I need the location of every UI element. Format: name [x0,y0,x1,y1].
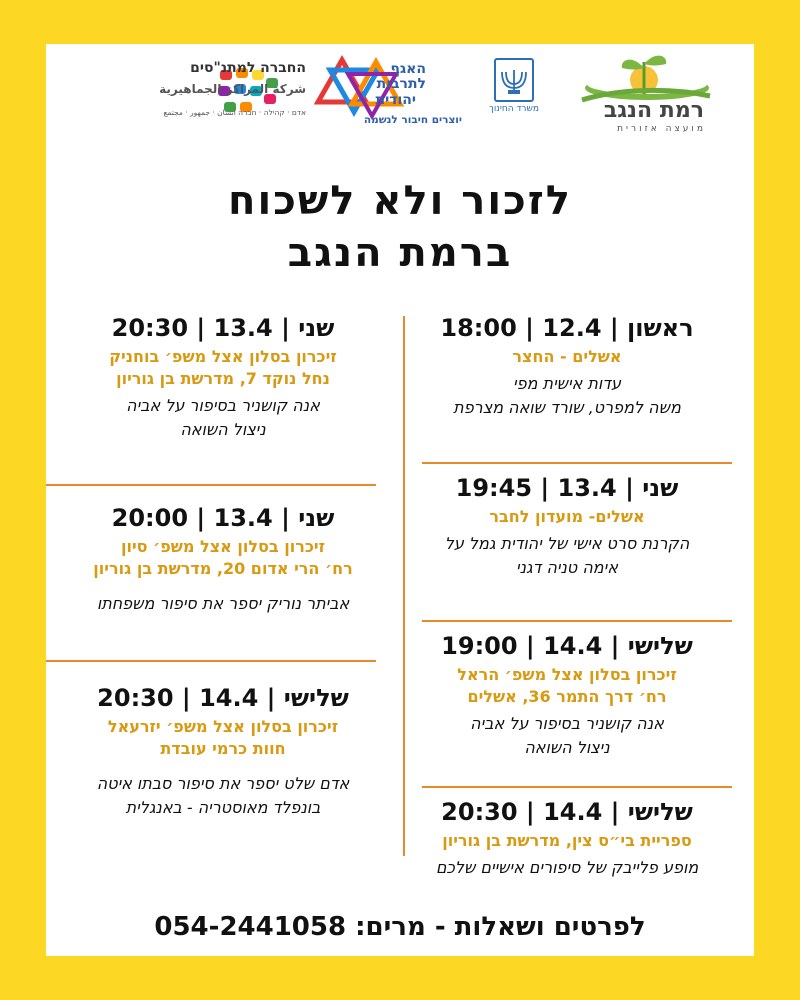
event-place-line: רח׳ דרך התמר 36, אשלים [467,687,667,706]
event-desc-line: אימה טניה דגני [516,558,618,577]
event-place-line: נחל נוקד 7, מדרשת בן גוריון [116,369,330,388]
menorah-emblem-icon [494,58,534,102]
event-datetime: שני | 13.4 | 19:45 [455,474,679,502]
event-card [46,684,400,820]
event-description [46,772,400,820]
event-datetime: שני | 13.4 | 20:30 [111,314,335,342]
event-place-line: ספריית בי״ס צין, מדרשת בן גוריון [442,831,692,850]
event-separator [422,620,732,622]
event-description [402,712,732,760]
event-desc-line: אביתר נוריק יספר את סיפור משפחתו [96,594,350,613]
event-desc-line: משה למפרט, שורד שואה מצרפת [453,398,681,417]
ramat-name: רמת הנגב [603,98,704,123]
matnasim-logo [46,52,306,144]
event-separator [46,484,376,486]
event-datetime: שלישי | 14.4 | 20:30 [97,684,349,712]
event-place-line: זיכרון בסלון אצל משפ׳ הראל [457,665,677,684]
event-description [402,372,732,420]
event-datetime: שני | 13.4 | 20:00 [111,504,335,532]
event-datetime: שלישי | 14.4 | 20:30 [441,798,693,826]
title-line2: ברמת הנגב [287,230,513,276]
event-place-line: אשלים - החצר [512,347,622,366]
event-place [402,346,732,368]
matnasim-arabic: شركة المراكز الجماهيرية [159,82,306,96]
event-place-line: רח׳ הרי אדום 20, מדרשת בן גוריון [93,559,353,578]
event-card [402,314,732,420]
event-place-line: זיכרון בסלון אצל משפ׳ בוחניק [109,347,337,366]
event-card [46,504,400,616]
title-line1: לזכור ולא לשכוח [228,178,572,224]
event-place [402,506,732,528]
event-description [46,394,400,442]
ramat-subtitle: מועצה אזורית [617,124,706,134]
matnasim-hebrew: החברה למתנ"סים [190,60,306,76]
event-separator [422,462,732,464]
culture-line2: לתרבות [376,76,426,92]
contact-footer [46,912,754,942]
contact-phone[interactable]: 054-2441058 [154,912,347,942]
event-place-line: אשלים- מועדון לחבר [489,507,645,526]
event-datetime: ראשון | 12.4 | 18:00 [440,314,694,342]
event-description [402,856,732,880]
event-place [46,346,400,390]
culture-tagline: יוצרים חיבור לנשמה [363,114,462,126]
event-place [402,664,732,708]
ramat-hanegev-logo [554,44,754,144]
event-description [46,592,400,616]
event-desc-line: ניצול השואה [180,420,266,439]
event-card [402,798,732,880]
event-separator [46,660,376,662]
poster-card [46,44,754,956]
event-card [46,314,400,442]
event-desc-line: עדות אישית מפי [513,374,621,393]
event-desc-line: בונפלד מאוסטריה - באנגלית [125,798,321,817]
event-description [402,532,732,580]
event-card [402,632,732,760]
event-place [402,830,732,852]
event-desc-line: מופע פלייבק של סיפורים אישיים שלכם [435,858,699,877]
ministry-education-logo [484,52,544,142]
event-separator [422,786,732,788]
event-place [46,716,400,760]
event-desc-line: ניצול השואה [524,738,610,757]
ministry-label: משרד החינוך [488,104,539,114]
event-place [46,536,400,580]
event-desc-line: אנה קושניר בסיפור על אביה [126,396,320,415]
event-place-line: זיכרון בסלון אצל משפ׳ סיון [120,537,326,556]
jewish-culture-logo [314,52,484,144]
event-place-line: זיכרון בסלון אצל משפ׳ יזרעאל [107,717,339,736]
event-desc-line: אנה קושניר בסיפור על אביה [470,714,664,733]
event-place-line: חוות כרמי עובדת [160,739,286,758]
culture-line1: האגף [390,61,426,77]
event-card [402,474,732,580]
contact-label: לפרטים ושאלות - מרים: [355,912,646,942]
event-desc-line: אדם שלט יספר את סיפור סבתו איטה [96,774,350,793]
matnasim-tagline: אדם · קהילה · חברה انسان · جمهور · مجتمع [163,108,306,117]
event-datetime: שלישי | 14.4 | 19:00 [441,632,693,660]
event-desc-line: הקרנת סרט אישי של יהודית גמל על [444,534,690,553]
culture-line3: יהודית [375,92,416,108]
